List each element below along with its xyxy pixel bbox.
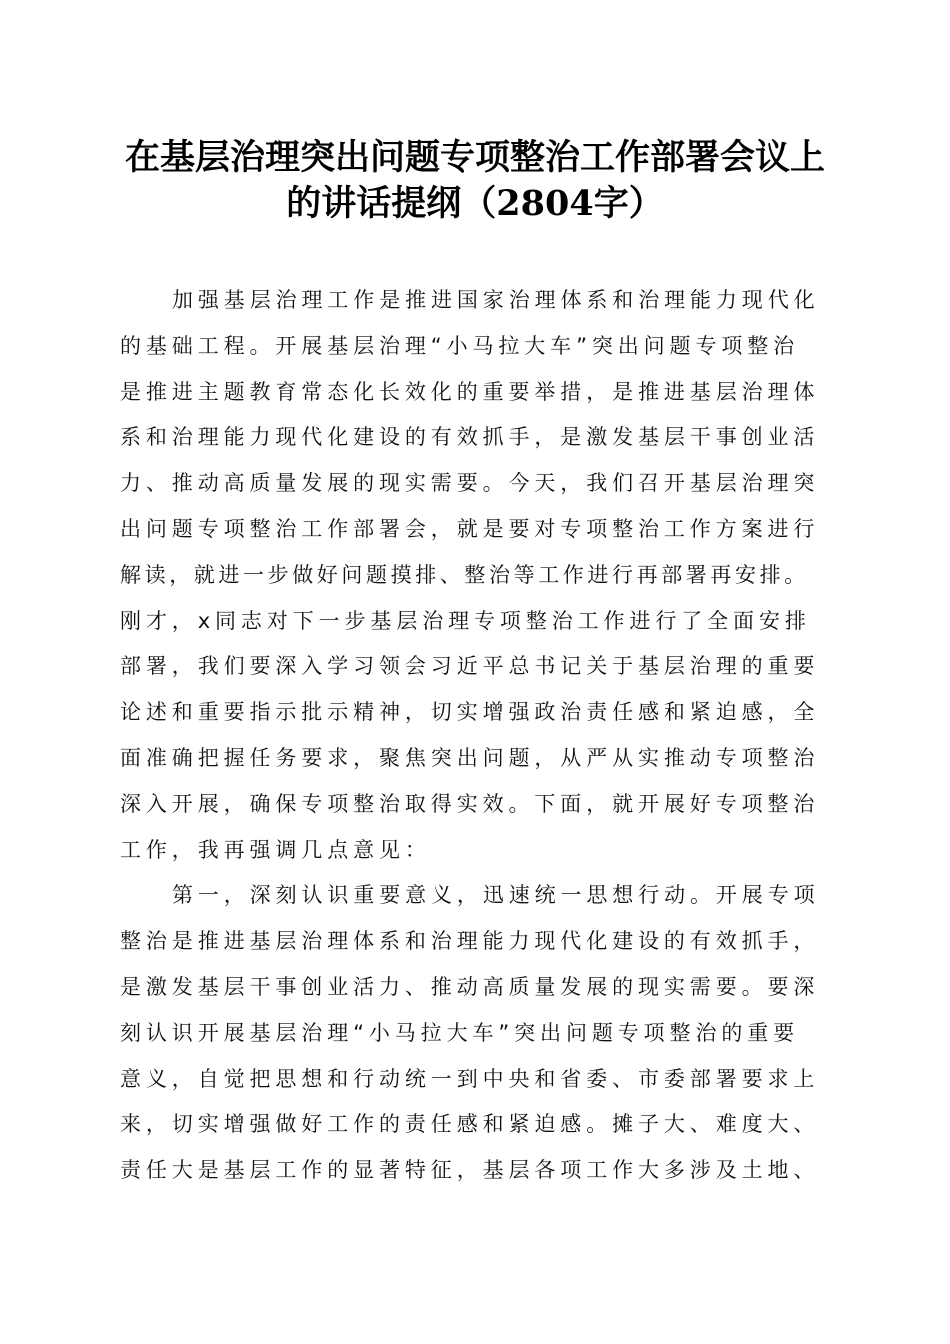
paragraph-line: 出问题专项整治工作部署会，就是要对专项整治工作方案进行 — [120, 516, 820, 541]
paragraph-line: 责任大是基层工作的显著特征，基层各项工作大多涉及土地、 — [120, 1158, 820, 1183]
paragraph-line: 力、推动高质量发展的现实需要。今天，我们召开基层治理突 — [120, 471, 820, 496]
paragraph-line: 是激发基层干事创业活力、推动高质量发展的现实需要。要深 — [120, 974, 820, 999]
paragraph-line: 第一，深刻认识重要意义，迅速统一思想行动。开展专项 — [172, 883, 820, 908]
paragraph-line: 系和治理能力现代化建设的有效抓手，是激发基层干事创业活 — [120, 425, 820, 450]
paragraph-line: 意义，自觉把思想和行动统一到中央和省委、市委部署要求上 — [120, 1066, 820, 1091]
paragraph-line: 刻认识开展基层治理“小马拉大车”突出问题专项整治的重要 — [120, 1020, 800, 1045]
paragraph-line: 来，切实增强做好工作的责任感和紧迫感。摊子大、难度大、 — [120, 1112, 820, 1137]
paragraph-line: 解读，就进一步做好问题摸排、整治等工作进行再部署再安排。 — [120, 562, 809, 587]
paragraph-line: 深入开展，确保专项整治取得实效。下面，就开展好专项整治 — [120, 791, 820, 816]
paragraph-line: 论述和重要指示批示精神，切实增强政治责任感和紧迫感，全 — [120, 700, 820, 725]
title-line-1: 在基层治理突出问题专项整治工作部署会议上 — [124, 137, 825, 178]
paragraph-line: 部署，我们要深入学习领会习近平总书记关于基层治理的重要 — [120, 654, 820, 679]
paragraph-line: 加强基层治理工作是推进国家治理体系和治理能力现代化 — [172, 288, 820, 312]
paragraph-line: 面准确把握任务要求，聚焦突出问题，从严从实推动专项整治 — [120, 745, 820, 770]
paragraph-line: 的基础工程。开展基层治理“小马拉大车”突出问题专项整治 — [120, 333, 800, 358]
document-body — [120, 278, 830, 1194]
document-title — [100, 135, 850, 227]
paragraph-line: 整治是推进基层治理体系和治理能力现代化建设的有效抓手， — [120, 929, 820, 954]
title-line-2: 的讲话提纲（2804字） — [286, 183, 664, 224]
paragraph-line: 工作，我再强调几点意见： — [120, 837, 431, 862]
paragraph-line: 刚才，x同志对下一步基层治理专项整治工作进行了全面安排 — [120, 608, 811, 633]
paragraph-line: 是推进主题教育常态化长效化的重要举措，是推进基层治理体 — [120, 379, 820, 404]
